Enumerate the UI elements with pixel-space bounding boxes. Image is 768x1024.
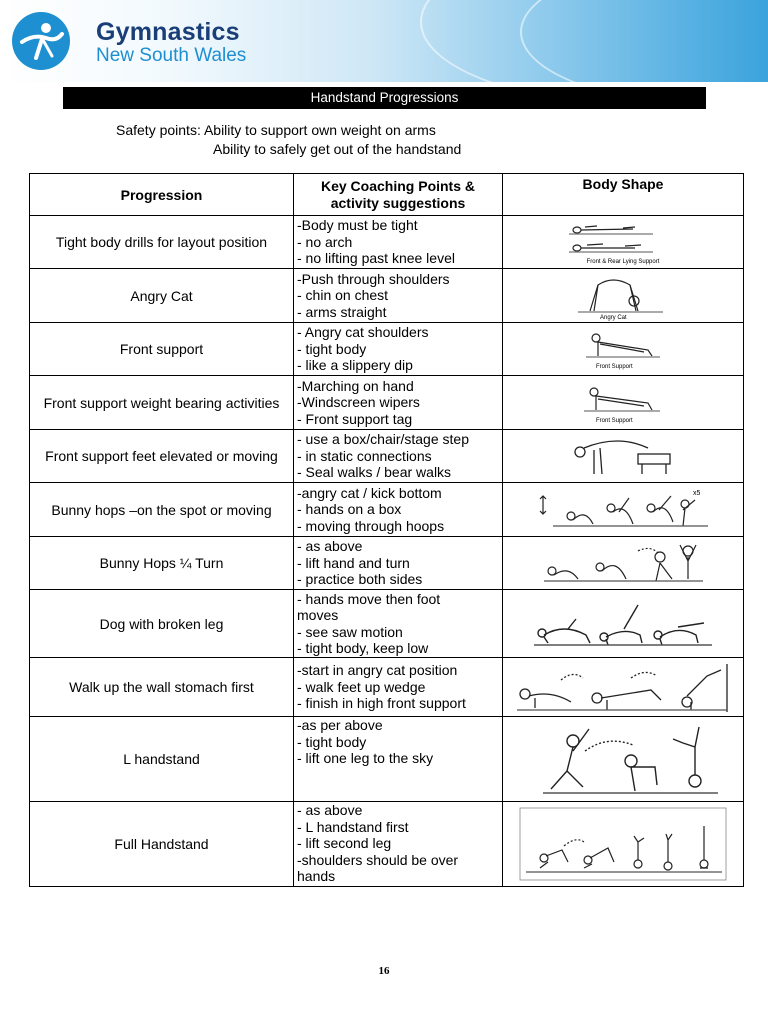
progression-name: Walk up the wall stomach first (30, 658, 294, 717)
progression-name: Front support (30, 323, 294, 376)
dog-broken-leg-illustration (528, 599, 718, 649)
illustration-caption: Front Support (596, 364, 633, 370)
coaching-point: - lift one leg to the sky (297, 750, 434, 766)
l-handstand-illustration (523, 721, 723, 797)
table-row (30, 483, 744, 537)
org-name: Gymnastics (96, 18, 240, 46)
lying-support-illustration (563, 218, 683, 266)
coaching-point: -Marching on hand (297, 377, 414, 394)
coaching-point: - walk feet up wedge (297, 678, 426, 695)
coaching-points (294, 216, 503, 269)
coaching-points (294, 658, 503, 717)
coaching-point: hands (297, 868, 336, 884)
table-row (30, 376, 744, 430)
table-row (30, 216, 744, 269)
body-shape-cell (503, 376, 744, 430)
coaching-point: - moving through hoops (297, 517, 445, 534)
body-shape-cell (503, 483, 744, 537)
coaching-point: - lift hand and turn (297, 554, 410, 571)
body-shape-cell (503, 537, 744, 590)
coaching-point: - see saw motion (297, 623, 403, 640)
table-row (30, 537, 744, 590)
body-shape-cell (503, 802, 744, 887)
coaching-point: -Push through shoulders (297, 270, 450, 287)
coaching-point: - Seal walks / bear walks (297, 464, 452, 481)
coaching-point: - tight body, keep low (297, 640, 429, 656)
table-header-row (30, 174, 744, 216)
table-row (30, 717, 744, 802)
org-region: New South Wales (96, 45, 247, 66)
illustration-caption: Front Support (596, 417, 633, 424)
body-shape-cell (503, 430, 744, 483)
front-support-illustration (578, 380, 668, 426)
progressions-table (29, 173, 744, 887)
full-handstand-illustration (518, 806, 728, 882)
feet-elevated-illustration (568, 432, 678, 480)
coaching-points (294, 802, 503, 887)
coaching-point: moves (297, 607, 339, 623)
coaching-point: - finish in high front support (297, 695, 466, 712)
body-shape-cell (503, 269, 744, 323)
coaching-point: - no arch (297, 233, 353, 250)
coaching-point: -as per above (297, 717, 383, 733)
page-title: Handstand Progressions (63, 87, 706, 109)
progression-name: L handstand (30, 717, 294, 802)
progression-name: Bunny hops –on the spot or moving (30, 483, 294, 537)
illustration-caption: Front & Rear Lying Support (586, 259, 660, 265)
table-row (30, 590, 744, 658)
coaching-point: - lift second leg (297, 835, 392, 851)
coaching-points (294, 430, 503, 483)
coaching-points (294, 717, 503, 802)
gymnastics-logo-icon (12, 12, 70, 70)
coaching-point: - arms straight (297, 303, 387, 320)
coaching-point: - practice both sides (297, 571, 423, 588)
progression-name: Tight body drills for layout position (30, 216, 294, 269)
coaching-points (294, 590, 503, 658)
coaching-point: - like a slippery dip (297, 357, 413, 374)
illustration-caption: Angry Cat (600, 314, 627, 321)
coaching-point: - tight body (297, 340, 367, 357)
progression-name: Angry Cat (30, 269, 294, 323)
header-progression: Progression (30, 174, 294, 216)
progression-name: Full Handstand (30, 802, 294, 887)
table-row (30, 802, 744, 887)
safety-line-1: Safety points: Ability to support own weight on arms (116, 122, 436, 138)
page-number: 16 (378, 965, 390, 977)
coaching-points (294, 323, 503, 376)
body-shape-cell (503, 590, 744, 658)
progression-name: Front support weight bearing activities (30, 376, 294, 430)
angry-cat-illustration (568, 271, 678, 321)
illustration-caption: x5 (693, 489, 701, 497)
coaching-point: - chin on chest (297, 287, 389, 304)
coaching-point: -angry cat / kick bottom (297, 484, 442, 501)
coaching-point: - L handstand first (297, 818, 409, 835)
header-banner (0, 0, 768, 82)
coaching-points (294, 537, 503, 590)
coaching-points (294, 483, 503, 537)
progression-name: Bunny Hops ¼ Turn (30, 537, 294, 590)
coaching-point: -start in angry cat position (297, 662, 458, 679)
coaching-point: - in static connections (297, 447, 432, 464)
coaching-point: -Windscreen wipers (297, 394, 420, 411)
body-shape-cell (503, 216, 744, 269)
coaching-point: -shoulders should be over (297, 851, 459, 868)
coaching-point: - Front support tag (297, 410, 413, 427)
bunny-hops-illustration (533, 486, 713, 534)
coaching-point: - Angry cat shoulders (297, 324, 429, 341)
coaching-point: - use a box/chair/stage step (297, 431, 469, 448)
coaching-point: - as above (297, 802, 363, 818)
coaching-points (294, 376, 503, 430)
safety-line-2: Ability to safely get out of the handstand (213, 141, 462, 157)
table-row (30, 269, 744, 323)
table-row (30, 323, 744, 376)
front-support-illustration (578, 326, 668, 372)
coaching-point: - tight body (297, 733, 367, 750)
wall-walk-illustration (511, 660, 736, 714)
body-shape-cell (503, 717, 744, 802)
coaching-point: - hands move then foot (297, 590, 441, 607)
coaching-points (294, 269, 503, 323)
progression-name: Dog with broken leg (30, 590, 294, 658)
table-row (30, 430, 744, 483)
banner-swoosh (520, 0, 768, 82)
table-row (30, 658, 744, 717)
progression-name: Front support feet elevated or moving (30, 430, 294, 483)
coaching-point: - no lifting past knee level (297, 250, 455, 267)
coaching-point: - hands on a box (297, 501, 402, 518)
bunny-hops-turn-illustration (538, 539, 708, 587)
coaching-point: - as above (297, 538, 363, 555)
body-shape-cell (503, 323, 744, 376)
coaching-point: -Body must be tight (297, 217, 418, 234)
body-shape-cell (503, 658, 744, 717)
header-body-shape: Body Shape (503, 174, 744, 216)
header-key-points: Key Coaching Points & activity suggestions (294, 174, 503, 216)
